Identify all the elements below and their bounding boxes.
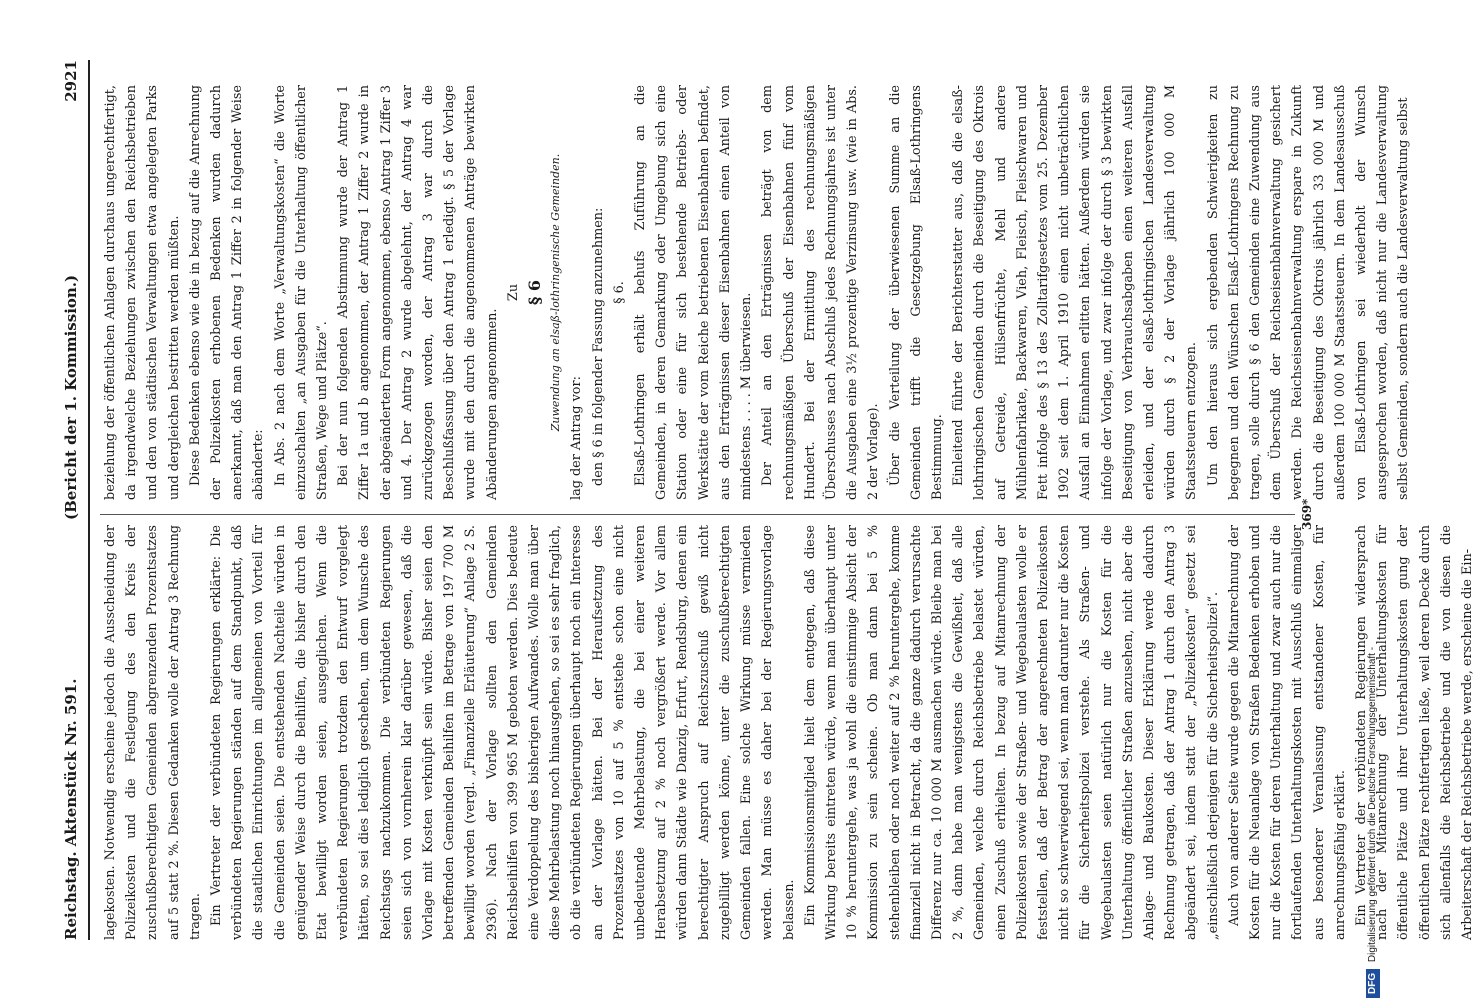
paragraph: beziehung der öffentlichen Anlagen durchaus ungerechtfertigt, da irgendwelche Beziehungen zwischen den Reichsbetrieben und den von städtischen Verwaltungen etwa angelegten Parks und dergleichen bestritten werden müßten. bbox=[103, 85, 182, 500]
header-rule bbox=[88, 60, 90, 940]
paragraph: Der Anteil an den Erträgnissen beträgt von dem rechnungsmäßigen Überschuß der Eisenbahnen fünf vom Hundert. Bei der Ermittlung des rechnungsmäßigen Überschusses nach Abschluß jedes Rechnungsjahres ist unter die Ausgaben eine 3½ prozentige Verzinsung usw. (wie in Abs. 2 der Vorlage). bbox=[760, 85, 882, 500]
dfg-logo: DFG bbox=[1366, 969, 1380, 998]
header-title: Reichstag. Aktenstück Nr. 591. bbox=[62, 678, 80, 940]
section-zu: Zu bbox=[505, 283, 521, 302]
paragraph: Ein Vertreter der verbündeten Regierungen erklärte: Die verbündeten Regierungen ständen auf dem Standpunkt, daß die staatlichen Einrichtungen im allgemeinen von Vorteil für die Gemeinden seien. Die entstehenden Nachteile würden in genügender Weise durch die Beihilfen, die bisher durch den Etat bewilligt worden seien, ausgeglichen. Wenn die verbündeten Regierungen trotzdem den Entwurf vorgelegt hätten, so sei dies lediglich geschehen, um dem Wunsche des Reichstags nachzukommen. Die verbündeten Regierungen seien sich von vornherein klar darüber gewesen, daß die Vorlage mit Kosten verknüpft sein würde. Bisher seien den betreffenden Gemeinden Beihilfen im Betrage von 197 700 M bewilligt worden (vergl. „Finanzielle Erläuterung“ Anlage 2 S. 2936). Nach der Vorlage sollten den Gemeinden Reichsbeihilfen von 399 965 M geboten werden. Dies bedeute eine Verdoppelung des bisherigen Aufwandes. Wolle man über diese Mehrbelastung noch hinausgehen, so sei es sehr fraglich, ob die verbündeten Regierungen überhaupt noch ein Interesse an der Vorlage hätten. Bei der Heraufsetzung des Prozentsatzes von 10 auf 5 % entstehe schon eine nicht unbedeutende Mehrbelastung, die bei einer weiteren Herabsetzung auf 2 % noch vergrößert werde. Vor allem würden dann Städte wie Danzig, Erfurt, Rendsburg, denen ein berechtigter Anspruch auf Reichszuschuß gewiß nicht zugebilligt werden könne, unter die zuschußberechtigten Gemeinden fallen. Eine solche Wirkung müsse vermieden werden. Man müsse es daher bei der Regierungsvorlage belassen. bbox=[209, 525, 797, 940]
quoted-amendment: In Abs. 2 nach dem Worte „Verwaltungskosten“ die Worte einzuschalten „an Ausgaben für die Unterhaltung öffentlicher Straßen, Wege und Plätze“. bbox=[272, 85, 331, 500]
paragraph: Ein Vertreter der verbündeten Regierungen widersprach nach der Mitanrechnung der Unterhaltungskosten für öffentliche Plätze und ihrer Unterhaltungskosten gung der öffentlichen Plätze rechtfertigen ließe, weil deren Decke durch sich allenfalls die Reichsbetriebe und die von diesen die Arbeiterschaft der Reichsbetriebe werde, erscheine die Ein- bbox=[1353, 525, 1475, 940]
paragraph: Um den hieraus sich ergebenden Schwierigkeiten zu begegnen und den Wünschen Elsaß-Lothringens Rechnung zu tragen, solle durch § 6 den Gemeinden eine Zuwendung aus dem Überschuß der Reichseisenbahnverwaltung gesichert werden. Die Reichseisenbahnverwaltung erspare in Zukunft durch die Beseitigung des Oktrois jährlich 33 000 M und außerdem 100 000 M Staatssteuern. In dem Landesausschuß von Elsaß-Lothringen sei wiederholt der Wunsch ausgesprochen worden, daß nicht nur die Landesverwaltung selbst Gemeinden, sondern auch die Landesverwaltung selbst bbox=[1205, 85, 1412, 500]
paragraph-label: § 6. bbox=[611, 281, 627, 304]
right-column bbox=[100, 85, 1412, 500]
paragraph: Einleitend führte der Berichterstatter aus, daß die elsaß-lothringischen Gemeinden durch die Beseitigung des Oktrois auf Getreide, Hülsenfrüchte, Mehl und andere Mühlenfabrikate, Backwaren, Vieh, Fleisch, Fleischwaren und Fett infolge des § 13 des Zolltarifgesetzes vom 25. Dezember 1902 seit dem 1. April 1910 einen nicht unbeträchtlichen Ausfall an Einnahmen erlitten hätten. Außerdem würden sie infolge der Vorlage, und zwar infolge der durch § 3 bewirkten Beseitigung von Verbrauchsabgaben einen weiteren Ausfall erleiden, und der elsaß-lothringischen Landesverwaltung würden durch § 2 der Vorlage jährlich 100 000 M Staatssteuern entzogen. bbox=[951, 85, 1200, 500]
column-separator bbox=[100, 514, 1295, 515]
section-lead: lag der Antrag vor: bbox=[569, 376, 585, 500]
page-header bbox=[62, 60, 86, 940]
section-subtitle: Zuwendung an elsaß-lothringenische Gemeinden. bbox=[549, 153, 563, 432]
paragraph: Elsaß-Lothringen erhält behufs Zuführung an die Gemeinden, in deren Gemarkung oder Umgebung sich eine Station oder eine für sich bestehende Betriebs- oder Werkstätte der vom Reiche betriebenen Eisenbahnen befindet, aus den Erträgnissen dieser Eisenbahnen einen Anteil von mindestens . . . . M überwiesen. bbox=[633, 85, 755, 500]
side-note bbox=[1366, 8, 1380, 998]
paragraph: Auch von anderer Seite wurde gegen die Mitanrechnung der Kosten für die Neuanlage von Straßen Bedenken erhoben und nur die Kosten für deren Unterhaltung und zwar auch nur die fortlaufenden Unterhaltungskosten mit Ausschluß einmaliger aus besonderer Veranlassung entstandener Kosten, für anrechnungsfähig erklärt. bbox=[1226, 525, 1348, 940]
paragraph: Diese Bedenken ebenso wie die in bezug auf die Anrechnung der Polizeikosten erhobenen Bedenken wurden dadurch anerkannt, daß man den Antrag 1 Ziffer 2 in folgender Weise abänderte: bbox=[187, 85, 267, 500]
side-note-text-wrapper bbox=[1366, 8, 1380, 998]
section-heading: § 6 bbox=[525, 279, 545, 306]
paragraph: lagekosten. Notwendig erscheine jedoch die Ausscheidung der Polizeikosten und die Festlegung des den Kreis der zuschußberechtigten Gemeinden abgrenzenden Prozentsatzes auf 5 statt 2 %. Diesen Gedanken wolle der Antrag 3 Rechnung tragen. bbox=[103, 525, 203, 940]
page-footer-signature: 369* bbox=[1300, 498, 1314, 530]
section-antrag: den § 6 in folgender Fassung anzunehmen: bbox=[590, 207, 606, 486]
paragraph: Über die Verteilung der überwiesenen Summe an die Gemeinden trifft die Gesetzgebung Elsaß-Lothringens Bestimmung. bbox=[887, 85, 945, 500]
paragraph: Ein Kommissionsmitglied hielt dem entgegen, daß diese Wirkung bereits eintreten würde, wenn man überhaupt unter 10 % heruntergehe, was ja wohl die einstimmige Absicht der Kommission zu sein scheine. Ob man dann bei 5 % stehenbleiben oder noch weiter auf 2 % heruntergehe, komme finanziell nicht in Betracht, da die ganze dadurch verursachte Differenz nur ca. 10 000 M ausmachen würde. Bleibe man bei 2 %, dann habe man wenigstens die Gewißheit, daß alle Gemeinden, welche durch Reichsbetriebe belastet würden, einen Zuschuß erhielten. In bezug auf Mitanrechnung der Polizeikosten sowie der Straßen- und Wegebaulasten wolle er feststellen, daß der Betrag der angerechneten Polizeikosten nicht so schwerwiegend sei, wenn man darunter nur die Kosten für die Sicherheitspolizei verstehe. Als Straßen- und Wegebaulasten seien natürlich nur die Kosten für die Unterhaltung öffentlicher Straßen anzusehen, nicht aber die Anlage- und Baukosten. Dieser Erklärung werde dadurch Rechnung getragen, daß der Antrag 1 durch den Antrag 3 abgeändert sei, indem statt der „Polizeikosten“ gesetzt sei „einschließlich derjenigen für die Sicherheitspolizei“. bbox=[802, 525, 1221, 940]
header-subtitle: (Bericht der 1. Kommission.) bbox=[62, 274, 80, 520]
side-note-text: Digitalisierung gefördert durch die Deutsche Forschungsgemeinschaft - bbox=[1367, 646, 1378, 963]
page-number: 2921 bbox=[62, 60, 80, 102]
paragraph: Bei der nun folgenden Abstimmung wurde der Antrag 1 Ziffer 1a und b angenommen, der Antrag 1 Ziffer 2 wurde in der abgeänderten Form angenommen, ebenso Antrag 1 Ziffer 3 und 4. Der Antrag 2 wurde abgelehnt, der Antrag 4 war zurückgezogen worden, der Antrag 3 war durch die Beschlußfassung über den Antrag 1 erledigt. § 5 der Vorlage wurde mit den durch die angenommenen Anträge bewirkten Abänderungen angenommen. bbox=[336, 85, 500, 500]
